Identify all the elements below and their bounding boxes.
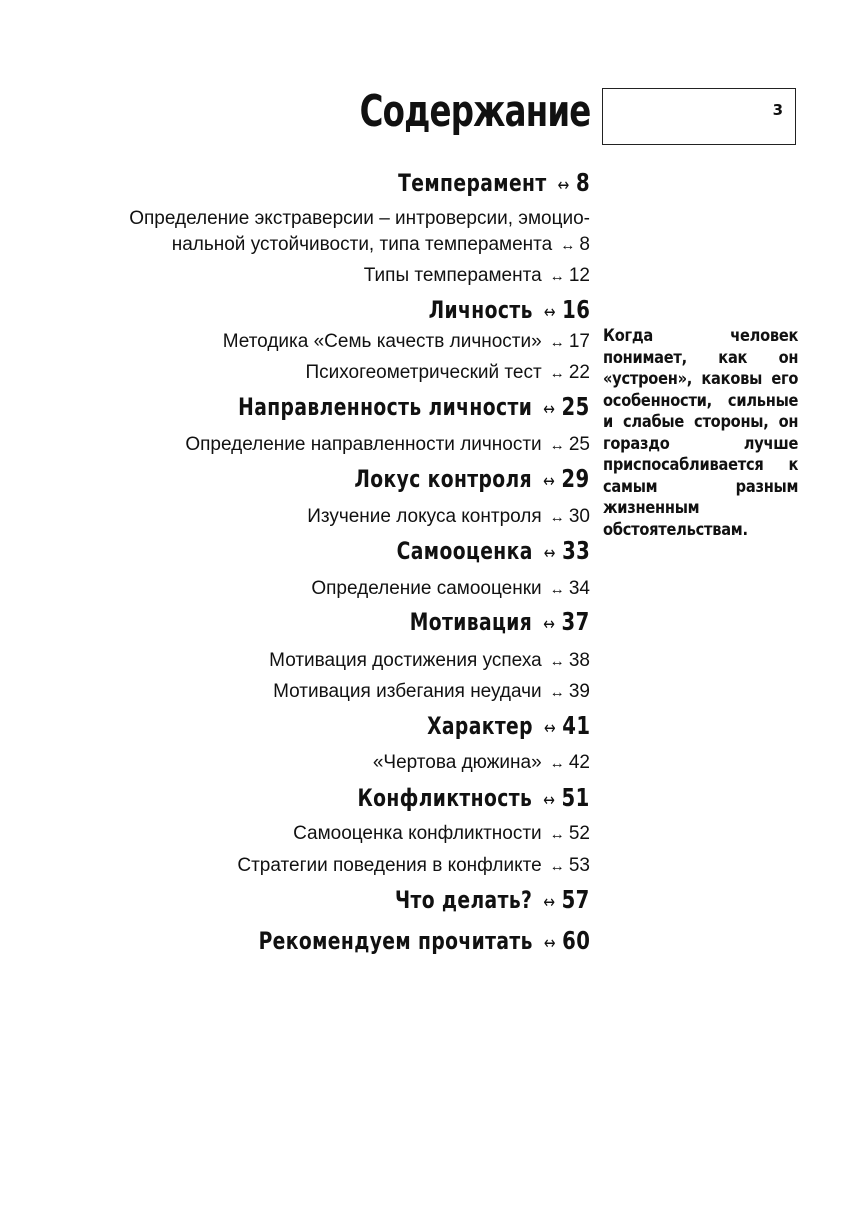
toc-heading-locus[interactable] <box>355 464 590 493</box>
toc-entry-page: 29 <box>561 464 590 493</box>
sidebar-note-text: Когда человек понимает, как он «устроен», каковы его особенности, сильные и слабые стороны, он гораздо лучше приспосабливается к самым разным жизненным обстоятельствам. <box>603 326 799 540</box>
toc-entry-label: Определение направленности личности <box>185 434 542 455</box>
left-right-arrow-icon: ↔ <box>549 755 565 772</box>
page-number-box <box>602 88 796 145</box>
left-right-arrow-icon: ↔ <box>549 268 565 285</box>
toc-entry-page: 30 <box>568 506 590 527</box>
toc-entry-label: Мотивация избегания неудачи <box>273 681 542 702</box>
toc-entry-label: нальной устойчивости, типа темперамента <box>171 234 553 255</box>
toc-entry-label: Характер <box>426 712 533 740</box>
left-right-arrow-icon: ↔ <box>549 437 565 454</box>
page-number: 3 <box>772 101 783 119</box>
toc-entry-label: Определение самооценки <box>311 578 542 599</box>
left-right-arrow-icon: ↔ <box>557 175 570 196</box>
toc-entry-page: 25 <box>561 392 590 421</box>
toc-subentry-motivation-success[interactable] <box>269 650 590 672</box>
toc-heading-conflict[interactable] <box>358 783 590 812</box>
toc-heading-self-esteem[interactable] <box>396 536 590 565</box>
toc-entry-label: Направленность личности <box>238 393 533 421</box>
toc-entry-page: 34 <box>568 578 590 599</box>
toc-entry-page: 57 <box>561 885 590 914</box>
page-title: Содержание <box>359 86 590 137</box>
left-right-arrow-icon: ↔ <box>543 543 556 564</box>
toc-subentry-conflict-strategies[interactable] <box>237 855 590 877</box>
toc-entry-label: Определение экстраверсии – интроверсии, эмоцио- <box>129 208 590 229</box>
toc-entry-label: Самооценка <box>396 537 533 565</box>
toc-entry-label: Что делать? <box>395 886 533 914</box>
sidebar-note <box>603 326 798 541</box>
toc-entry-page: 38 <box>568 650 590 671</box>
toc-entry-label: Мотивация достижения успеха <box>269 650 542 671</box>
toc-subentry-temperament-types[interactable] <box>364 265 590 287</box>
toc-entry-label: Мотивация <box>410 608 533 636</box>
toc-entry-label: Локус контроля <box>354 465 533 493</box>
left-right-arrow-icon: ↔ <box>549 365 565 382</box>
toc-entry-label: Темперамент <box>398 169 547 197</box>
left-right-arrow-icon: ↔ <box>549 509 565 526</box>
left-right-arrow-icon: ↔ <box>543 933 556 954</box>
left-right-arrow-icon: ↔ <box>543 718 556 739</box>
toc-subentry-psychogeometric[interactable] <box>305 362 590 384</box>
left-right-arrow-icon: ↔ <box>549 581 565 598</box>
toc-entry-label: Методика «Семь качеств личности» <box>222 331 542 352</box>
toc-entry-page: 37 <box>561 607 590 636</box>
toc-entry-page: 60 <box>561 926 590 955</box>
left-right-arrow-icon: ↔ <box>549 653 565 670</box>
toc-entry-label: «Чертова дюжина» <box>372 752 542 773</box>
toc-subentry-conflict-self-esteem[interactable] <box>293 823 590 845</box>
toc-heading-what-to-do[interactable] <box>395 885 590 914</box>
left-right-arrow-icon: ↔ <box>560 237 576 254</box>
left-right-arrow-icon: ↔ <box>543 892 556 913</box>
toc-subentry-devils-dozen[interactable] <box>373 752 590 774</box>
toc-entry-label: Конфликтность <box>357 784 533 812</box>
toc-entry-label: Рекомендуем прочитать <box>258 927 533 955</box>
left-right-arrow-icon: ↔ <box>543 399 556 420</box>
toc-subentry-self-esteem-def[interactable] <box>311 578 590 600</box>
left-right-arrow-icon: ↔ <box>543 614 556 635</box>
toc-subentry-locus-study[interactable] <box>307 506 590 528</box>
toc-entry-page: 8 <box>575 168 590 197</box>
toc-subentry-seven-qualities[interactable] <box>223 331 590 353</box>
left-right-arrow-icon: ↔ <box>549 684 565 701</box>
toc-entry-page: 16 <box>561 295 590 324</box>
toc-entry-page: 39 <box>568 681 590 702</box>
left-right-arrow-icon: ↔ <box>549 826 565 843</box>
toc-entry-page: 25 <box>568 434 590 455</box>
toc-entry-label: Изучение локуса контроля <box>307 506 542 527</box>
toc-subentry-motivation-failure[interactable] <box>273 681 590 703</box>
toc-heading-motivation[interactable] <box>410 607 590 636</box>
toc-heading-character[interactable] <box>427 711 590 740</box>
toc-entry-page: 52 <box>568 823 590 844</box>
toc-entry-page: 51 <box>561 783 590 812</box>
toc-heading-recommended-reading[interactable] <box>258 926 590 955</box>
toc-entry-page: 8 <box>579 234 590 255</box>
toc-heading-personality[interactable] <box>428 295 590 324</box>
toc-entry-label: Психогеометрический тест <box>305 362 542 383</box>
toc-entry-page: 17 <box>568 331 590 352</box>
toc-entry-page: 22 <box>568 362 590 383</box>
toc-subentry-extraversion-line1[interactable] <box>129 208 590 230</box>
left-right-arrow-icon: ↔ <box>549 858 565 875</box>
toc-heading-temperament[interactable] <box>398 168 590 197</box>
toc-subentry-orientation-def[interactable] <box>185 434 590 456</box>
toc-entry-label: Самооценка конфликтности <box>293 823 542 844</box>
toc-entry-label: Стратегии поведения в конфликте <box>237 855 542 876</box>
toc-entry-page: 41 <box>561 711 590 740</box>
toc-entry-page: 53 <box>568 855 590 876</box>
toc-entry-page: 12 <box>568 265 590 286</box>
left-right-arrow-icon: ↔ <box>543 790 556 811</box>
left-right-arrow-icon: ↔ <box>549 334 565 351</box>
left-right-arrow-icon: ↔ <box>543 471 556 492</box>
left-right-arrow-icon: ↔ <box>543 302 556 323</box>
toc-subentry-extraversion[interactable] <box>172 234 590 256</box>
toc-entry-label: Типы темперамента <box>363 265 542 286</box>
toc-heading-orientation[interactable] <box>238 392 590 421</box>
toc-entry-page: 42 <box>568 752 590 773</box>
toc-entry-page: 33 <box>561 536 590 565</box>
toc-entry-label: Личность <box>428 296 533 324</box>
